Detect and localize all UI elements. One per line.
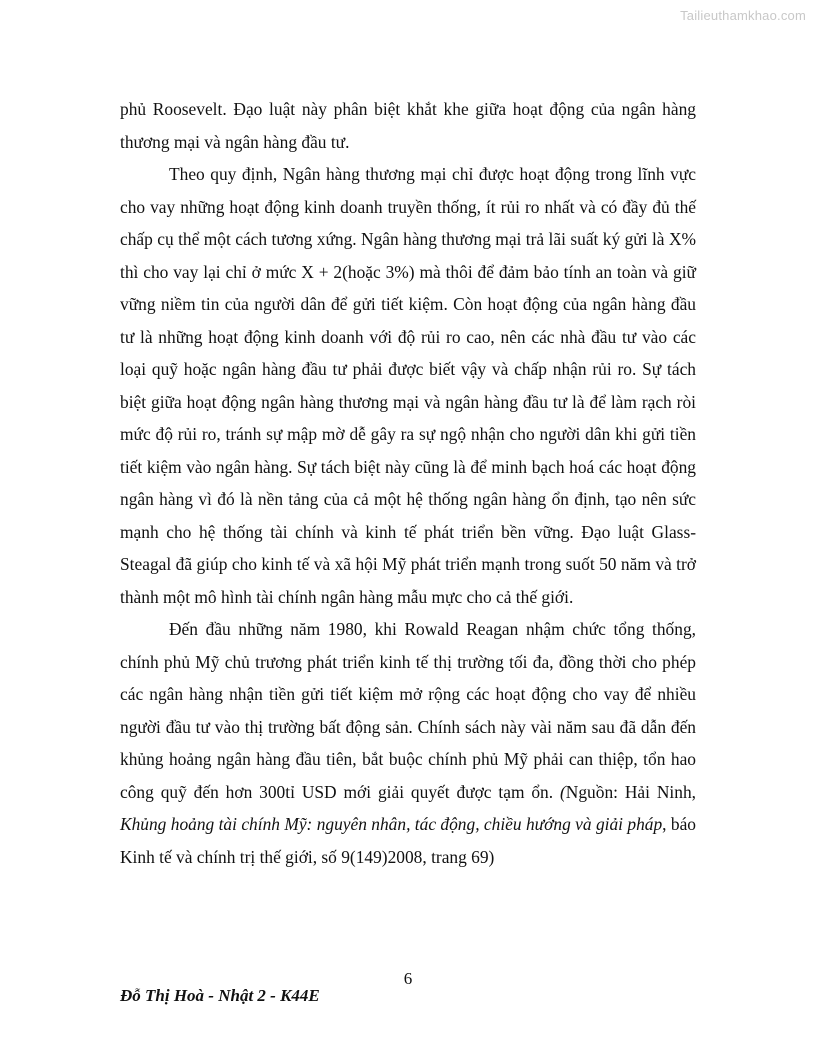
paragraph-3: [120, 613, 696, 873]
paragraph-2: Theo quy định, Ngân hàng thương mại chỉ được hoạt động trong lĩnh vực cho vay những hoạt động kinh doanh truyền thống, ít rủi ro nhất và có đầy đủ thế chấp cụ thể một cách tương xứng. Ngân hàng thương mại trả lãi suất ký gửi là X% thì cho vay lại chỉ ở mức X + 2(hoặc 3%) mà thôi để đảm bảo tính an toàn và giữ vững niềm tin của người dân để gửi tiết kiệm. Còn hoạt động của ngân hàng đầu tư là những hoạt động kinh doanh với độ rủi ro cao, nên các nhà đầu tư vào các loại quỹ hoặc ngân hàng đầu tư phải được biết vậy và chấp nhận rủi ro. Sự tách biệt giữa hoạt động ngân hàng thương mại và ngân hàng đầu tư là để làm rạch ròi mức độ rủi ro, tránh sự mập mờ dễ gây ra sự ngộ nhận cho người dân khi gửi tiền tiết kiệm vào ngân hàng. Sự tách biệt này cũng là để minh bạch hoá các hoạt động ngân hàng vì đó là nền tảng của cả một hệ thống ngân hàng ổn định, tạo nên sức mạnh cho hệ thống tài chính và kinh tế phát triển bền vững. Đạo luật Glass-Steagal đã giúp cho kinh tế và xã hội Mỹ phát triển mạnh trong suốt 50 năm và trở thành một mô hình tài chính ngân hàng mẫu mực cho cả thế giới.: [120, 164, 696, 607]
watermark: Tailieuthamkhao.com: [680, 8, 806, 23]
paragraph-1: phủ Roosevelt. Đạo luật này phân biệt khắt khe giữa hoạt động của ngân hàng thương mại và ngân hàng đầu tư.: [120, 99, 696, 152]
footer-author: Đỗ Thị Hoà - Nhật 2 - K44E: [120, 986, 320, 1005]
page-number: 6: [403, 969, 413, 988]
source-open-paren: (: [560, 781, 566, 802]
paragraph-3-text: Đến đầu những năm 1980, khi Rowald Reagan nhậm chức tổng thống, chính phủ Mỹ chủ trương phát triển kinh tế thị trường tối đa, đồng thời cho phép các ngân hàng nhận tiền gửi tiết kiệm mở rộng các hoạt động cho vay để nhiều người đầu tư vào thị trường bất động sản. Chính sách này vài năm sau đã dẫn đến khủng hoảng ngân hàng đầu tiên, bắt buộc chính phủ Mỹ phải can thiệp, tổn hao công quỹ đến hơn 300tỉ USD mới giải quyết được tạm ổn.: [120, 619, 696, 802]
document-body: [120, 93, 696, 873]
source-title: Khủng hoảng tài chính Mỹ: nguyên nhân, tác động, chiều hướng và giải pháp: [120, 814, 663, 834]
source-suffix: , báo Kinh tế và chính trị thế giới, số 9(149)2008, trang 69): [120, 814, 697, 867]
source-prefix: Nguồn: Hải Ninh,: [565, 781, 696, 802]
